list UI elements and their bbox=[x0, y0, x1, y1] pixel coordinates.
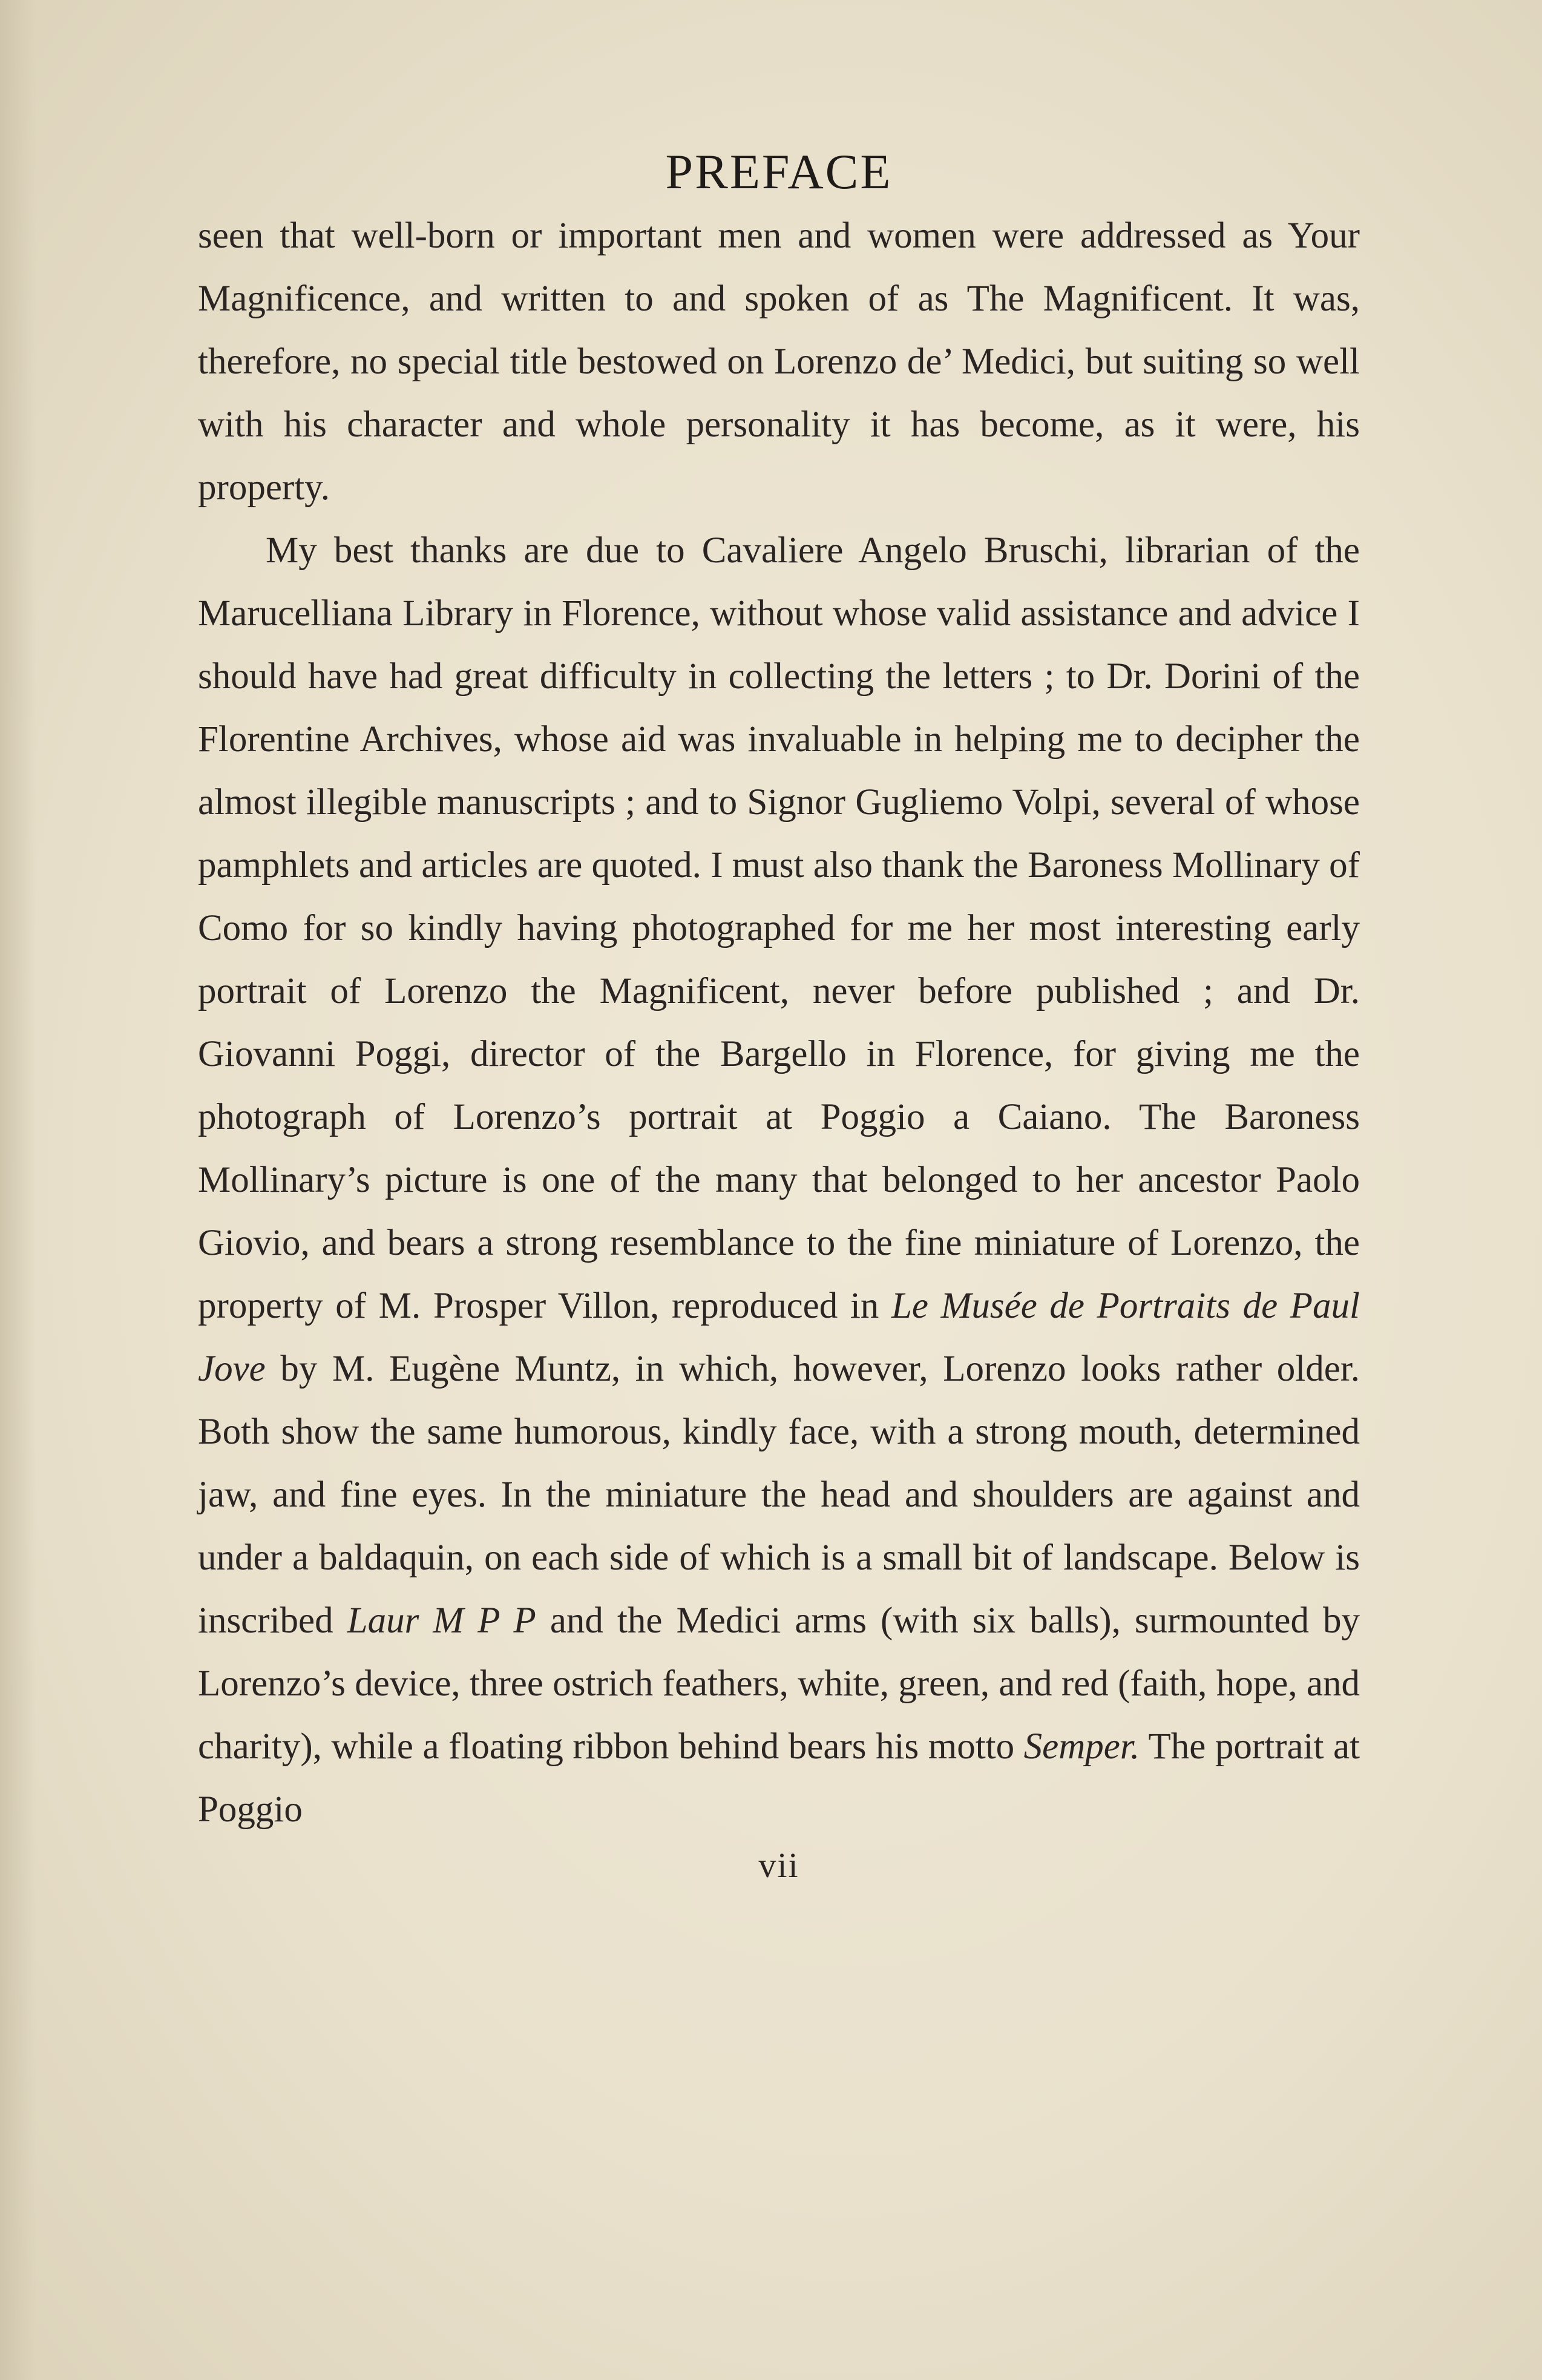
text-run: by M. Eugène Muntz, in which, however, Lorenzo looks rather older. Both show the same humorous, kindly face, with a strong mouth, determined jaw, and fine eyes. In the miniature the head and shoulders are against and under a baldaquin, on each side of which is a small bit of landscape. Below is inscribed bbox=[198, 1349, 1360, 1641]
book-page bbox=[198, 139, 1360, 2318]
italic-book-title: Le Musée de Portraits de Paul Jove bbox=[198, 1286, 1360, 1389]
paragraph-acknowledgements bbox=[198, 519, 1360, 1841]
page-gutter-shadow bbox=[0, 0, 36, 2380]
italic-inscription: Laur M P P bbox=[347, 1600, 536, 1641]
page-body bbox=[198, 205, 1360, 1841]
running-head: PREFACE bbox=[665, 144, 893, 199]
italic-motto: Semper. bbox=[1023, 1726, 1140, 1767]
text-run: The portrait at Poggio bbox=[198, 1726, 1360, 1830]
page-number: vii bbox=[758, 1846, 799, 1885]
paragraph-continued bbox=[198, 205, 1360, 519]
text-run: and the Medici arms (with six balls), surmounted by Lorenzo’s device, three ostrich feathers, white, green, and red (faith, hope, and charity), while a floating ribbon behind bears his motto bbox=[198, 1600, 1360, 1767]
text-run: seen that well-born or important men and women were addressed as Your Magnificence, and written to and spoken of as The Magnificent. It was, therefore, no special title bestowed on Lorenzo de’ Medici, but suiting so well with his character and whole personality it has become, as it were, his property. bbox=[198, 215, 1360, 508]
text-run: My best thanks are due to Cavaliere Angelo Bruschi, librarian of the Marucelliana Library in Florence, without whose valid assistance and advice I should have had great difficulty in collecting the letters ; to Dr. Dorini of the Florentine Archives, whose aid was invaluable in helping me to decipher the almost illegible manuscripts ; and to Signor Gugliemo Volpi, several of whose pamphlets and articles are quoted. I must also thank the Baroness Mollinary of Como for so kindly having photographed for me her most interesting early portrait of Lorenzo the Magnificent, never before published ; and Dr. Giovanni Poggi, director of the Bargello in Florence, for giving me the photograph of Lorenzo’s portrait at Poggio a Caiano. The Baroness Mollinary’s picture is one of the many that belonged to her ancestor Paolo Giovio, and bears a strong resemblance to the fine miniature of Lorenzo, the property of M. Prosper Villon, reproduced in bbox=[198, 530, 1360, 1326]
